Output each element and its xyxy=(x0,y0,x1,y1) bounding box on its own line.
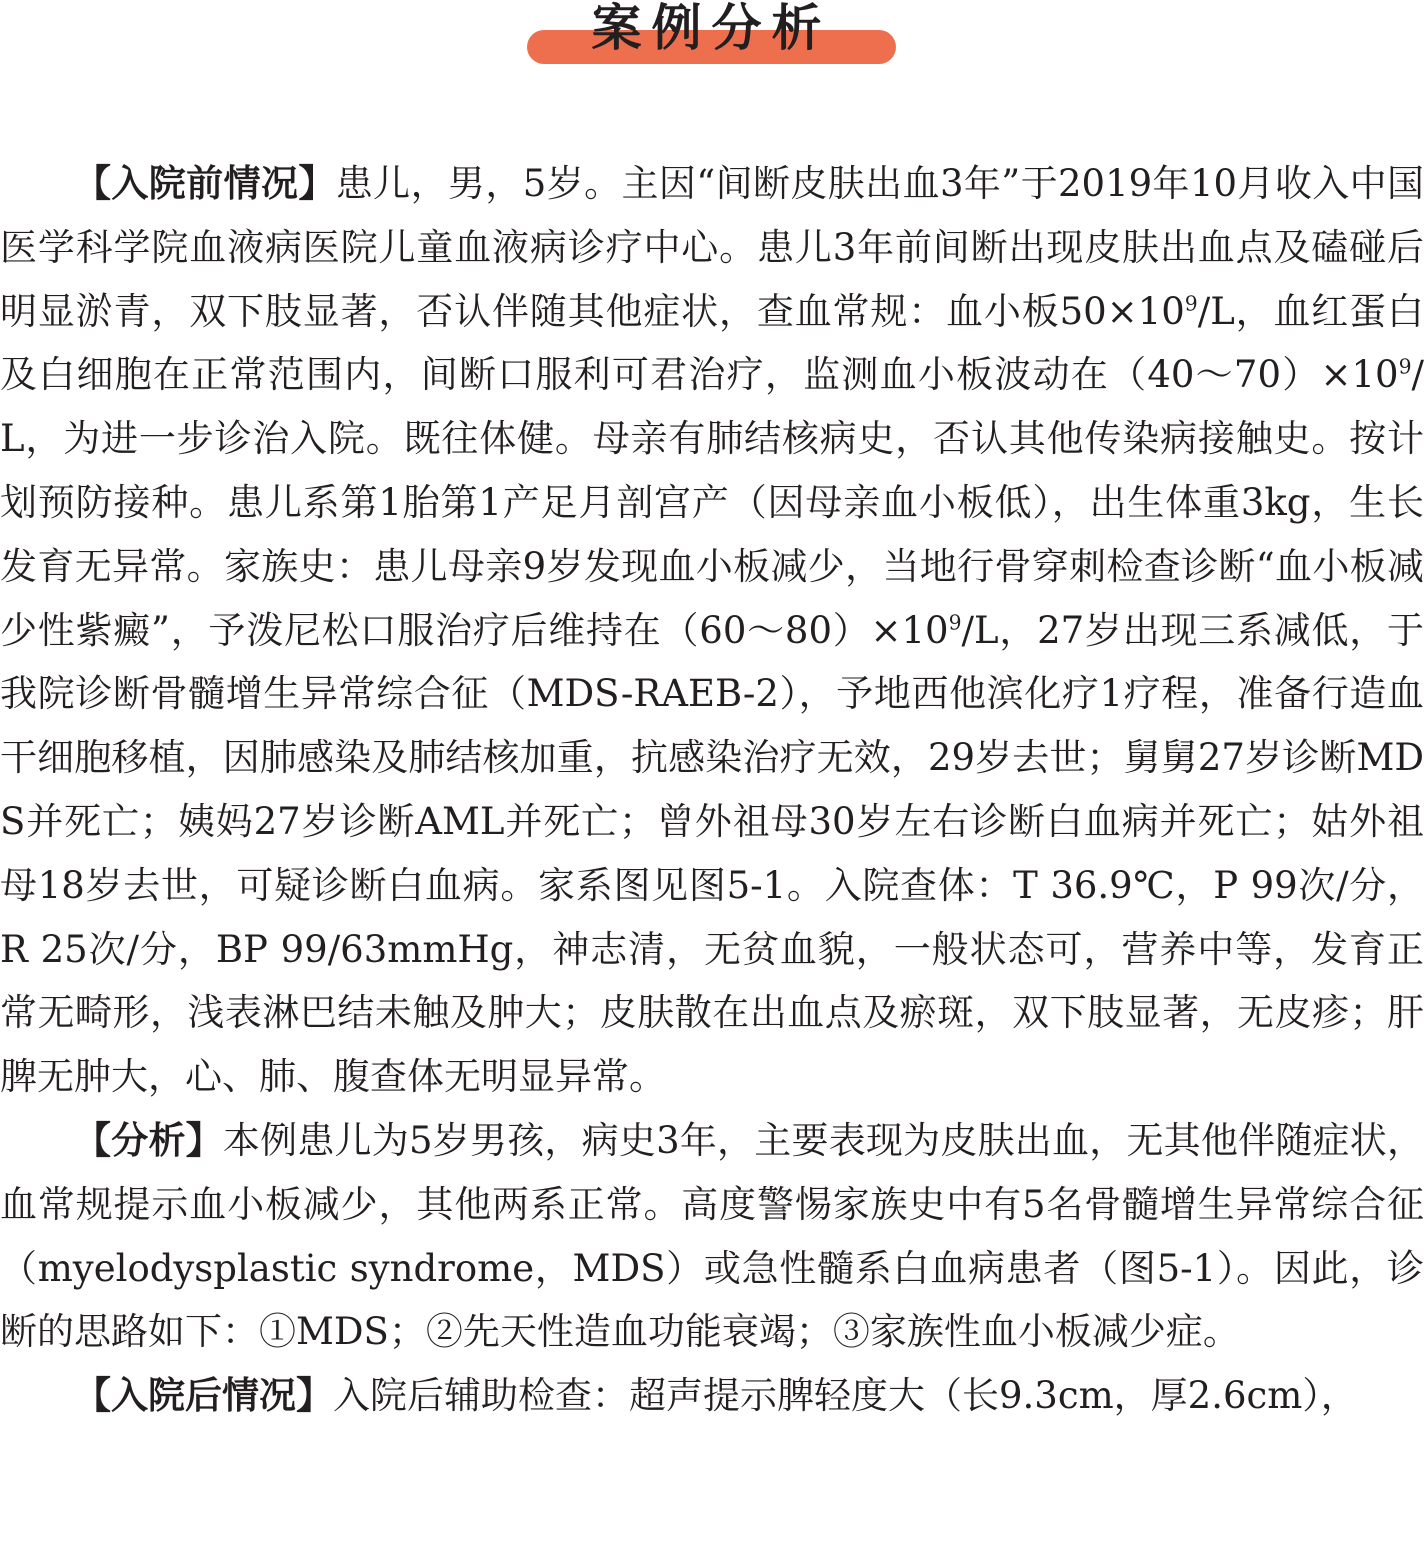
paragraph-label: 【入院前情况】 xyxy=(74,162,336,205)
section-header xyxy=(0,0,1424,80)
paragraph-text: /L，为进一步诊治入院。既往体健。母亲有肺结核病史，否认其他传染病接触史。按计划预防接种。患儿系第1胎第1产足月剖宫产（因母亲血小板低），出生体重3kg，生长发育无异常。家族史：患儿母亲9岁发现血小板减少，当地行骨穿刺检查诊断“血小板减少性紫癜”，予泼尼松口服治疗后维持在（60～80）×10 xyxy=(0,353,1424,652)
paragraph-text: /L，血红蛋白及白细胞在正常范围内，间断口服利可君治疗，监测血小板波动在（40～70）×10 xyxy=(0,289,1424,397)
case-body xyxy=(0,152,1424,1428)
superscript: 9 xyxy=(1184,291,1198,316)
paragraph-text: 患儿，男，5岁。主因“间断皮肤出血3年”于2019年10月收入中国医学科学院血液病医院儿童血液病诊疗中心。患儿3年前间断出现皮肤出血点及磕碰后明显淤青，双下肢显著，否认伴随其他症状，查血常规：血小板50×10 xyxy=(0,162,1424,333)
paragraph-pre-admission xyxy=(0,152,1424,1109)
paragraph-analysis xyxy=(0,1109,1424,1364)
paragraph-label: 【分析】 xyxy=(74,1118,223,1162)
section-title: 案例分析 xyxy=(591,0,832,57)
paragraph-text: /L，27岁出现三系减低，于我院诊断骨髓增生异常综合征（MDS-RAEB-2），予地西他滨化疗1疗程，准备行造血干细胞移植，因肺感染及肺结核加重，抗感染治疗无效，29岁去世；舅舅27岁诊断MDS并死亡；姨妈27岁诊断AML并死亡；曾外祖母30岁左右诊断白血病并死亡；姑外祖母18岁去世，可疑诊断白血病。家系图见图5-1。入院查体：T 36.9℃，P 99次/分，R 25次/分，BP 99/63mmHg，神志清，无贫血貌，一般状态可，营养中等，发育正常无畸形，浅表淋巴结未触及肿大；皮肤散在出血点及瘀斑，双下肢显著，无皮疹；肝脾无肿大，心、肺、腹查体无明显异常。 xyxy=(0,608,1424,1099)
paragraph-text: 入院后辅助检查：超声提示脾轻度大（长9.3cm，厚2.6cm）， xyxy=(333,1374,1358,1418)
paragraph-label: 【入院后情况】 xyxy=(74,1374,333,1418)
paragraph-text: 本例患儿为5岁男孩，病史3年，主要表现为皮肤出血，无其他伴随症状，血常规提示血小板减少，其他两系正常。高度警惕家族史中有5名骨髓增生异常综合征（myelodysplastic syndrome，MDS）或急性髓系白血病患者（图5-1）。因此，诊断的思路如下：①MDS；②先天性造血功能衰竭；③家族性血小板减少症。 xyxy=(0,1118,1424,1354)
superscript: 9 xyxy=(948,610,962,635)
superscript: 9 xyxy=(1398,355,1412,380)
paragraph-post-admission xyxy=(0,1364,1424,1428)
